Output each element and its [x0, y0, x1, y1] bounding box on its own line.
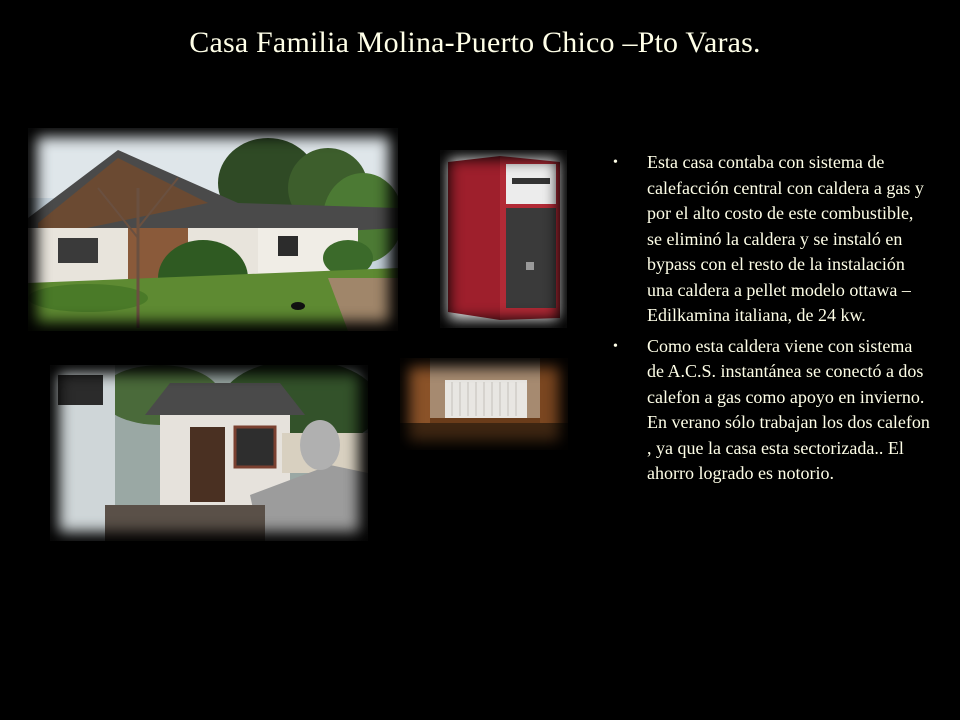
bullet-symbol: •	[613, 338, 618, 354]
radiator-photo	[400, 358, 568, 450]
house-photo	[28, 128, 398, 331]
boiler-room-photo	[50, 365, 368, 541]
pellet-boiler-photo	[440, 150, 567, 328]
slide-title: Casa Familia Molina-Puerto Chico –Pto Varas.	[189, 26, 761, 59]
bullet-item	[610, 150, 930, 329]
bullet-item	[610, 334, 930, 487]
bullet-symbol: •	[613, 155, 618, 170]
bullet-list	[610, 150, 930, 487]
bullet-text: Esta casa contaba con sistema de calefacción central con caldera a gas y por el alto costo de este combustible, se eliminó la caldera y se instaló en bypass con el resto de la instalación una caldera a pellet modelo ottawa – Edilkamina italiana, de 24 kw.	[647, 152, 924, 325]
description-textbox	[610, 150, 930, 492]
bullet-text: Como esta caldera viene con sistema de A.C.S. instantánea se conectó a dos calefon a gas como apoyo en invierno. En verano sólo trabajan los dos calefon , ya que la casa esta sectorizada.. El ahorro logrado es notorio.	[647, 335, 930, 483]
